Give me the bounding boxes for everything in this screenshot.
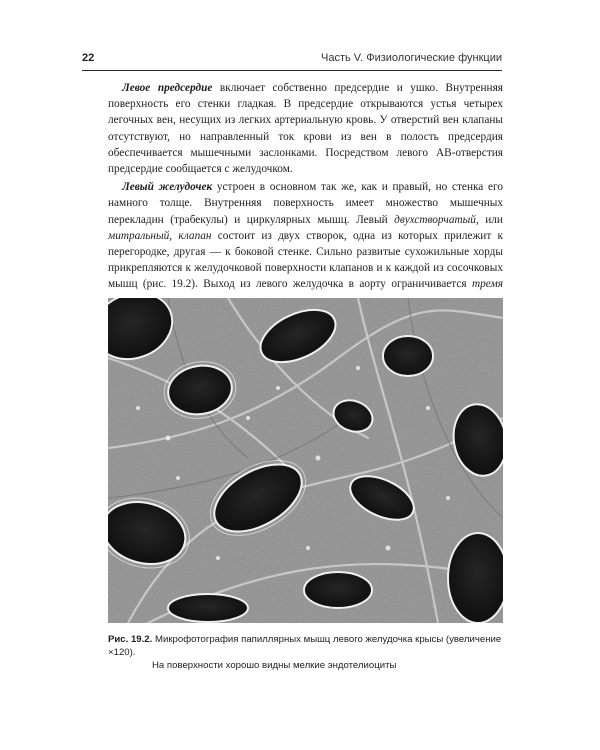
text-segment: состоит из двух створок, одна из которых прилежит к перегородке, другая — к боковой стенке. Сильно развитые сухожильные хорды прикрепляются к желудочковой поверхности клапанов и к каждой из сосочковых мышц (рис. 19.2). Выход из левого желудочка в аорту ограничивается: [108, 229, 503, 291]
running-head: Часть V. Физиологические функции: [321, 52, 502, 64]
figure-label: Рис. 19.2.: [108, 634, 153, 645]
term-aortic-valve-cusps: тремя: [471, 278, 503, 291]
page-number: 22: [82, 52, 95, 64]
micrograph-figure: [108, 298, 503, 623]
text-segment: устроен в основном так же, как и правый, но стенка его намного толще. Внутренняя поверхность имеет множество мышечных перекладин (трабекулы) и циркулярных мышц. Левый: [108, 181, 503, 226]
page-header: [82, 50, 502, 71]
term-left-ventricle: Левый желудочек: [122, 181, 213, 194]
term-mitral-valve: митральный, клапан: [108, 229, 212, 242]
text-segment: , или: [475, 213, 503, 226]
caption-line-1: Микрофотография папиллярных мышц левого желудочка крысы (увеличение ×120).: [108, 634, 502, 658]
micrograph-image: [108, 298, 503, 623]
term-left-atrium: Левое предсердие: [122, 82, 213, 94]
term-bicuspid: двухстворчатый: [394, 213, 476, 226]
paragraph-left-atrium: [108, 80, 503, 177]
caption-line-2: На поверхности хорошо видны мелкие эндотелиоциты: [152, 660, 397, 671]
text-segment: включает собственно предсердие и ушко. Внутренняя поверхность его стенки гладкая. В предсердие открываются устья четырех легочных вен, несущих из легких артериальную кровь. У отверстий вен клапаны отсутствуют, но направленный ток крови из вен в полость предсердия обеспечивается мышечными заслонками. Посредством левого АВ-отверстия предсердие сообщается с желудочком.: [108, 82, 503, 176]
figure-caption: [108, 633, 503, 672]
